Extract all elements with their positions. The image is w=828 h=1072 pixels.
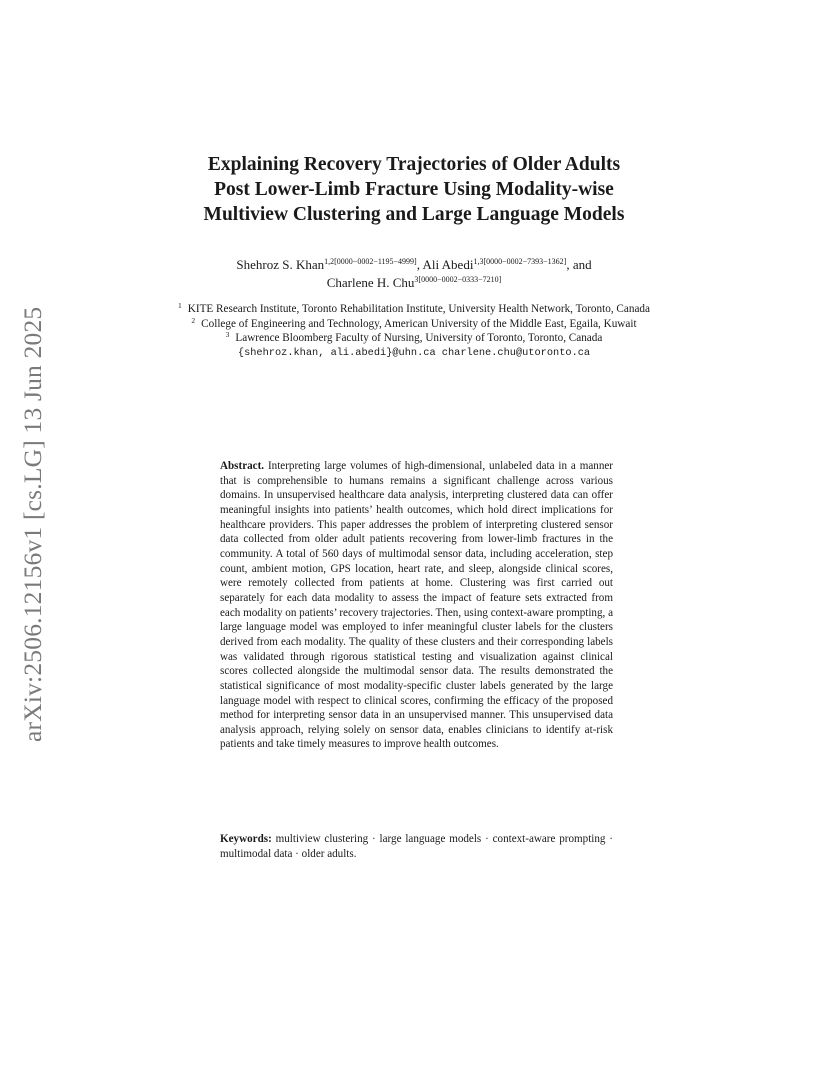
author-list bbox=[160, 256, 668, 292]
affiliation bbox=[170, 302, 658, 317]
affiliation bbox=[170, 317, 658, 332]
affiliation-number: 2 bbox=[191, 315, 196, 325]
keywords bbox=[220, 832, 613, 861]
affiliation-number: 3 bbox=[225, 330, 230, 340]
affiliation-text: KITE Research Institute, Toronto Rehabilitation Institute, University Health Network, Toronto, Canada bbox=[187, 303, 650, 315]
abstract bbox=[220, 459, 613, 752]
author-line bbox=[160, 274, 668, 292]
keywords-text: multiview clustering · large language models · context-aware prompting · multimodal data · older adults. bbox=[220, 833, 613, 860]
abstract-text: Interpreting large volumes of high-dimensional, unlabeled data in a manner that is comprehensible to humans remains a significant challenge across various domains. In unsupervised healthcare data analysis, interpreting clustered data can offer meaningful insights into patients’ health outcomes, which hold direct implications for healthcare providers. This paper addresses the problem of interpreting clustered sensor data collected from older adult patients recovering from lower-limb fractures in the community. A total of 560 days of multimodal sensor data, including acceleration, step count, ambient motion, GPS location, heart rate, and sleep, alongside clinical scores, were remotely collected from patients at home. Clustering was first carried out separately for each data modality to assess the impact of feature sets extracted from each modality on patients’ recovery trajectories. Then, using context-aware prompting, a large language model was employed to infer meaningful cluster labels for the clusters derived from each modality. The quality of these clusters and their corresponding labels was validated through rigorous statistical testing and visualization against clinical scores collected alongside the multimodal sensor data. The results demonstrated the statistical significance of most modality-specific cluster labels generated by the large language model with respect to clinical scores, confirming the efficacy of the proposed method for interpreting sensor data in an unsupervised manner. This unsupervised data analysis approach, relying solely on sensor data, enables clinicians to identify at-risk patients and take timely measures to improve health outcomes. bbox=[220, 460, 614, 751]
keywords-label: Keywords: bbox=[220, 833, 272, 845]
author-name: Ali Abedi bbox=[422, 257, 474, 272]
affiliations bbox=[170, 302, 658, 360]
author-separator: , bbox=[416, 257, 423, 272]
abstract-label: Abstract. bbox=[220, 460, 265, 472]
paper-title bbox=[150, 152, 678, 227]
title-line: Multiview Clustering and Large Language Models bbox=[203, 204, 625, 225]
author-line bbox=[160, 256, 668, 274]
author-orcid: 1,3[0000−0002−7393−1362] bbox=[473, 257, 567, 266]
title-line: Explaining Recovery Trajectories of Older Adults bbox=[207, 154, 621, 175]
author-separator: , and bbox=[566, 257, 592, 272]
author-name: Shehroz S. Khan bbox=[236, 257, 325, 272]
arxiv-identifier: arXiv:2506.12156v1 [cs.LG] 13 Jun 2025 bbox=[18, 306, 47, 742]
affiliation-text: Lawrence Bloomberg Faculty of Nursing, University of Toronto, Toronto, Canada bbox=[235, 332, 603, 345]
affiliation bbox=[170, 331, 658, 346]
title-line: Post Lower-Limb Fracture Using Modality-wise bbox=[214, 179, 614, 200]
affiliation-text: College of Engineering and Technology, American University of the Middle East, Egaila, Kuwait bbox=[201, 317, 637, 330]
author-orcid: 1,2[0000−0002−1195−4999] bbox=[324, 257, 417, 266]
author-name: Charlene H. Chu bbox=[326, 275, 415, 290]
author-orcid: 3[0000−0002−0333−7210] bbox=[414, 275, 502, 284]
affiliation-number: 1 bbox=[178, 301, 182, 310]
author-emails: {shehroz.khan, ali.abedi}@uhn.ca charlene.chu@utoronto.ca bbox=[237, 346, 591, 359]
